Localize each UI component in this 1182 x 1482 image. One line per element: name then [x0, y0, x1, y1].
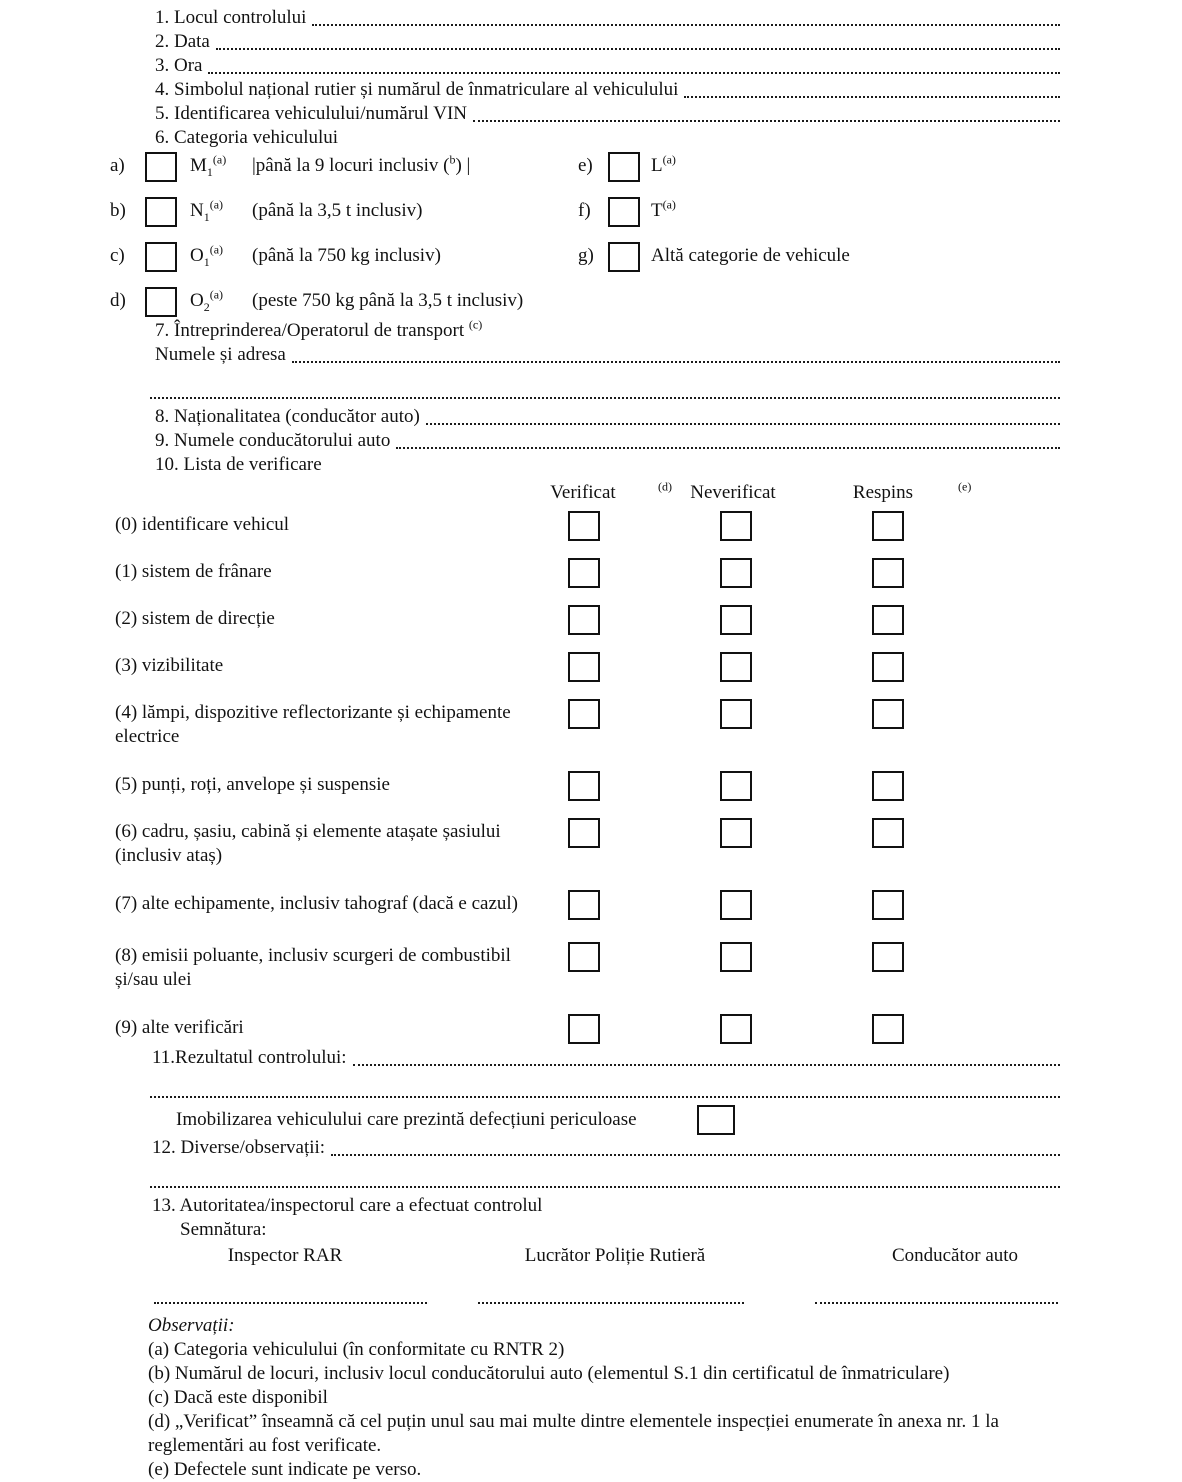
fill-in-line-continuation[interactable]: [150, 1080, 1060, 1098]
field-label: 9. Numele conducătorului auto: [155, 430, 391, 451]
signature-label: Semnătura:: [180, 1219, 267, 1240]
checklist-row-7: [0, 890, 1182, 920]
section13-title: 13. Autoritatea/inspectorul care a efectuat controlul: [152, 1195, 543, 1216]
category-letter: b): [110, 200, 126, 221]
checkbox-9-verificat[interactable]: [568, 1014, 600, 1044]
field-ora: [155, 54, 1060, 78]
checklist-item-label: (5) punți, roți, anvelope și suspensie: [115, 774, 390, 795]
fill-in-line[interactable]: [396, 447, 1060, 449]
fill-in-line[interactable]: [473, 120, 1060, 122]
checkbox-8-respins[interactable]: [872, 942, 904, 972]
checklist-item-label: (4) lămpi, dispozitive reflectorizante și echipamente electrice: [115, 702, 511, 747]
checklist-item-label: (9) alte verificări: [115, 1017, 244, 1038]
checklist-item-label: (2) sistem de direcție: [115, 608, 275, 629]
field-name-address: [155, 343, 1060, 367]
field-label: 4. Simbolul național rutier și numărul de înmatriculare al vehiculului: [155, 79, 679, 100]
checkbox-1-verificat[interactable]: [568, 558, 600, 588]
checkbox-3-neverificat[interactable]: [720, 652, 752, 682]
category-letter: c): [110, 245, 125, 266]
checklist-item-label: (0) identificare vehicul: [115, 514, 290, 535]
checkbox-0-neverificat[interactable]: [720, 511, 752, 541]
field-data: [155, 30, 1060, 54]
note-c: (c) Dacă este disponibil: [148, 1387, 328, 1408]
category-desc: |până la 9 locuri inclusiv ($^b$) |: [252, 152, 471, 176]
checklist-header: [0, 481, 1182, 507]
checklist-item-label: (7) alte echipamente, inclusiv tahograf (dacă e cazul): [115, 893, 519, 914]
note-e: (e) Defectele sunt indicate pe verso.: [148, 1459, 422, 1480]
category-row-c: [110, 242, 578, 287]
checkbox-9-respins[interactable]: [872, 1014, 904, 1044]
checkbox-2-verificat[interactable]: [568, 605, 600, 635]
note-b: (b) Numărul de locuri, inclusiv locul conducătorului auto (elementul S.1 din certificatul de înmatriculare): [148, 1363, 950, 1384]
category-desc: (până la 3,5 t inclusiv): [252, 200, 423, 221]
checkbox-3-respins[interactable]: [872, 652, 904, 682]
field-label: 11.Rezultatul controlului:: [152, 1047, 347, 1068]
immobilization-label: Imobilizarea vehiculului care prezintă defecțiuni periculoase: [176, 1109, 637, 1130]
checklist-row-0: [0, 511, 1182, 541]
signature-roles-row: [0, 1244, 1182, 1270]
checklist-row-5: [0, 771, 1182, 801]
checkbox-1-respins[interactable]: [872, 558, 904, 588]
category-row-b: [110, 197, 578, 242]
checklist-item-label: (1) sistem de frânare: [115, 561, 272, 582]
notes-section: [148, 1314, 1072, 1482]
category-row-e: [578, 152, 1182, 197]
fill-in-line[interactable]: [312, 24, 1060, 26]
checkbox-7-verificat[interactable]: [568, 890, 600, 920]
checkbox-6-verificat[interactable]: [568, 818, 600, 848]
field-simbol-national: [155, 78, 1060, 102]
checkbox-0-verificat[interactable]: [568, 511, 600, 541]
checklist-row-1: [0, 558, 1182, 588]
category-label: Altă categorie de vehicule: [651, 245, 850, 266]
signature-line-inspector[interactable]: [154, 1290, 427, 1304]
category-letter: e): [578, 155, 593, 176]
checkbox-category-l[interactable]: [608, 152, 640, 182]
fill-in-line[interactable]: [684, 96, 1060, 98]
category-label: $L^{(a)}$: [651, 152, 676, 176]
field-nationalitatea: [155, 405, 1060, 429]
field-label: 6. Categoria vehiculului: [155, 127, 339, 148]
checklist-row-3: [0, 652, 1182, 682]
immobilization-row: [0, 1104, 1182, 1136]
category-label: $T^{(a)}$: [651, 197, 676, 221]
field-label: 8. Naționalitatea (conducător auto): [155, 406, 420, 427]
field-locul-controlului: [155, 6, 1060, 30]
checklist-row-4: [0, 699, 1182, 749]
column-neverificat: Neverificat: [690, 482, 776, 503]
fill-in-line[interactable]: [353, 1064, 1060, 1066]
checkbox-5-neverificat[interactable]: [720, 771, 752, 801]
category-code: $O_1^{(a)}$: [190, 242, 224, 269]
role-conducator-auto: Conducător auto: [891, 1245, 1019, 1266]
checkbox-1-neverificat[interactable]: [720, 558, 752, 588]
checklist-row-8: [0, 942, 1182, 992]
fill-in-line[interactable]: [208, 72, 1060, 74]
fill-in-line-continuation[interactable]: [150, 381, 1060, 399]
category-letter: a): [110, 155, 125, 176]
checklist-item-label: (3) vizibilitate: [115, 655, 224, 676]
fill-in-line-continuation[interactable]: [150, 1170, 1060, 1188]
field-label: 3. Ora: [155, 55, 203, 76]
section10-title: 10. Lista de verificare: [155, 454, 322, 475]
fill-in-line[interactable]: [216, 48, 1060, 50]
note-a: (a) Categoria vehiculului (în conformitate cu RNTR 2): [148, 1339, 565, 1360]
checklist-item-label: (6) cadru, șasiu, cabină și elemente atașate șasiului (inclusiv ataș): [115, 821, 501, 866]
checkbox-6-neverificat[interactable]: [720, 818, 752, 848]
checkbox-3-verificat[interactable]: [568, 652, 600, 682]
checkbox-2-neverificat[interactable]: [720, 605, 752, 635]
role-inspector-rar: Inspector RAR: [227, 1245, 343, 1266]
checkbox-2-respins[interactable]: [872, 605, 904, 635]
category-desc: (peste 750 kg până la 3,5 t inclusiv): [252, 290, 524, 311]
category-letter: g): [578, 245, 594, 266]
field-label: 12. Diverse/observații:: [152, 1137, 326, 1158]
note-d: (d) „Verificat” înseamnă că cel puțin unul sau mai multe dintre elementele inspecției enumerate în anexa nr. 1 la reglementări au fost verificate.: [148, 1411, 999, 1456]
checkbox-4-respins[interactable]: [872, 699, 904, 729]
category-row-f: [578, 197, 1182, 242]
section7-title: 7. Întreprinderea/Operatorul de transport $^{(c)}$: [155, 317, 483, 341]
field-label: 2. Data: [155, 31, 210, 52]
field-vin: [155, 102, 1060, 126]
field-rezultatul-controlului: [152, 1046, 1060, 1070]
fill-in-line[interactable]: [292, 361, 1060, 363]
checkbox-category-o1[interactable]: [145, 242, 177, 272]
field-diverse-observatii: [152, 1136, 1060, 1160]
checklist-row-2: [0, 605, 1182, 635]
checklist-item-label: (8) emisii poluante, inclusiv scurgeri de combustibil și/sau ulei: [115, 945, 511, 990]
fill-in-line[interactable]: [426, 423, 1060, 425]
column-verificat: Verificat $^{(d)}$: [550, 479, 672, 503]
signature-line-conducator[interactable]: [815, 1290, 1058, 1304]
checkbox-6-respins[interactable]: [872, 818, 904, 848]
checkbox-8-neverificat[interactable]: [720, 942, 752, 972]
checkbox-5-verificat[interactable]: [568, 771, 600, 801]
field-label: Numele și adresa: [155, 344, 286, 365]
checkbox-4-neverificat[interactable]: [720, 699, 752, 729]
checkbox-7-neverificat[interactable]: [720, 890, 752, 920]
checkbox-8-verificat[interactable]: [568, 942, 600, 972]
checklist-row-6: [0, 818, 1182, 868]
category-row-g: [578, 242, 1182, 287]
fill-in-line[interactable]: [331, 1154, 1060, 1156]
category-code: $M_1^{(a)}$: [190, 152, 227, 179]
category-letter: f): [578, 200, 591, 221]
field-label: 5. Identificarea vehiculului/numărul VIN: [155, 103, 467, 124]
checkbox-5-respins[interactable]: [872, 771, 904, 801]
category-options-section: [110, 152, 1182, 319]
category-row-a: [110, 152, 578, 197]
checkbox-4-verificat[interactable]: [568, 699, 600, 729]
category-desc: (până la 750 kg inclusiv): [252, 245, 441, 266]
category-code: $N_1^{(a)}$: [190, 197, 224, 224]
category-row-empty: [578, 287, 1182, 319]
checkbox-category-n1[interactable]: [145, 197, 177, 227]
checkbox-9-neverificat[interactable]: [720, 1014, 752, 1044]
checkbox-category-other[interactable]: [608, 242, 640, 272]
checkbox-0-respins[interactable]: [872, 511, 904, 541]
notes-title: Observații:: [148, 1315, 235, 1336]
checkbox-category-m1[interactable]: [145, 152, 177, 182]
checkbox-category-o2[interactable]: [145, 287, 177, 317]
field-numele-conducatorului: [155, 429, 1060, 453]
signature-line-politie[interactable]: [478, 1290, 744, 1304]
checkbox-category-t[interactable]: [608, 197, 640, 227]
column-respins: Respins $^{(e)}$: [852, 479, 972, 503]
category-code: $O_2^{(a)}$: [190, 287, 224, 314]
category-row-d: [110, 287, 578, 319]
field-categoria-vehiculului: [155, 126, 1060, 150]
signature-lines-row: [154, 1290, 1182, 1304]
checkbox-immobilization[interactable]: [697, 1105, 735, 1135]
checklist-row-9: [0, 1014, 1182, 1044]
field-label: 1. Locul controlului: [155, 7, 307, 28]
role-lucrator-politie: Lucrător Poliție Rutieră: [524, 1245, 706, 1266]
category-letter: d): [110, 290, 126, 311]
checklist-section: [0, 511, 1182, 1044]
checkbox-7-respins[interactable]: [872, 890, 904, 920]
top-fields-section: [0, 0, 1182, 150]
